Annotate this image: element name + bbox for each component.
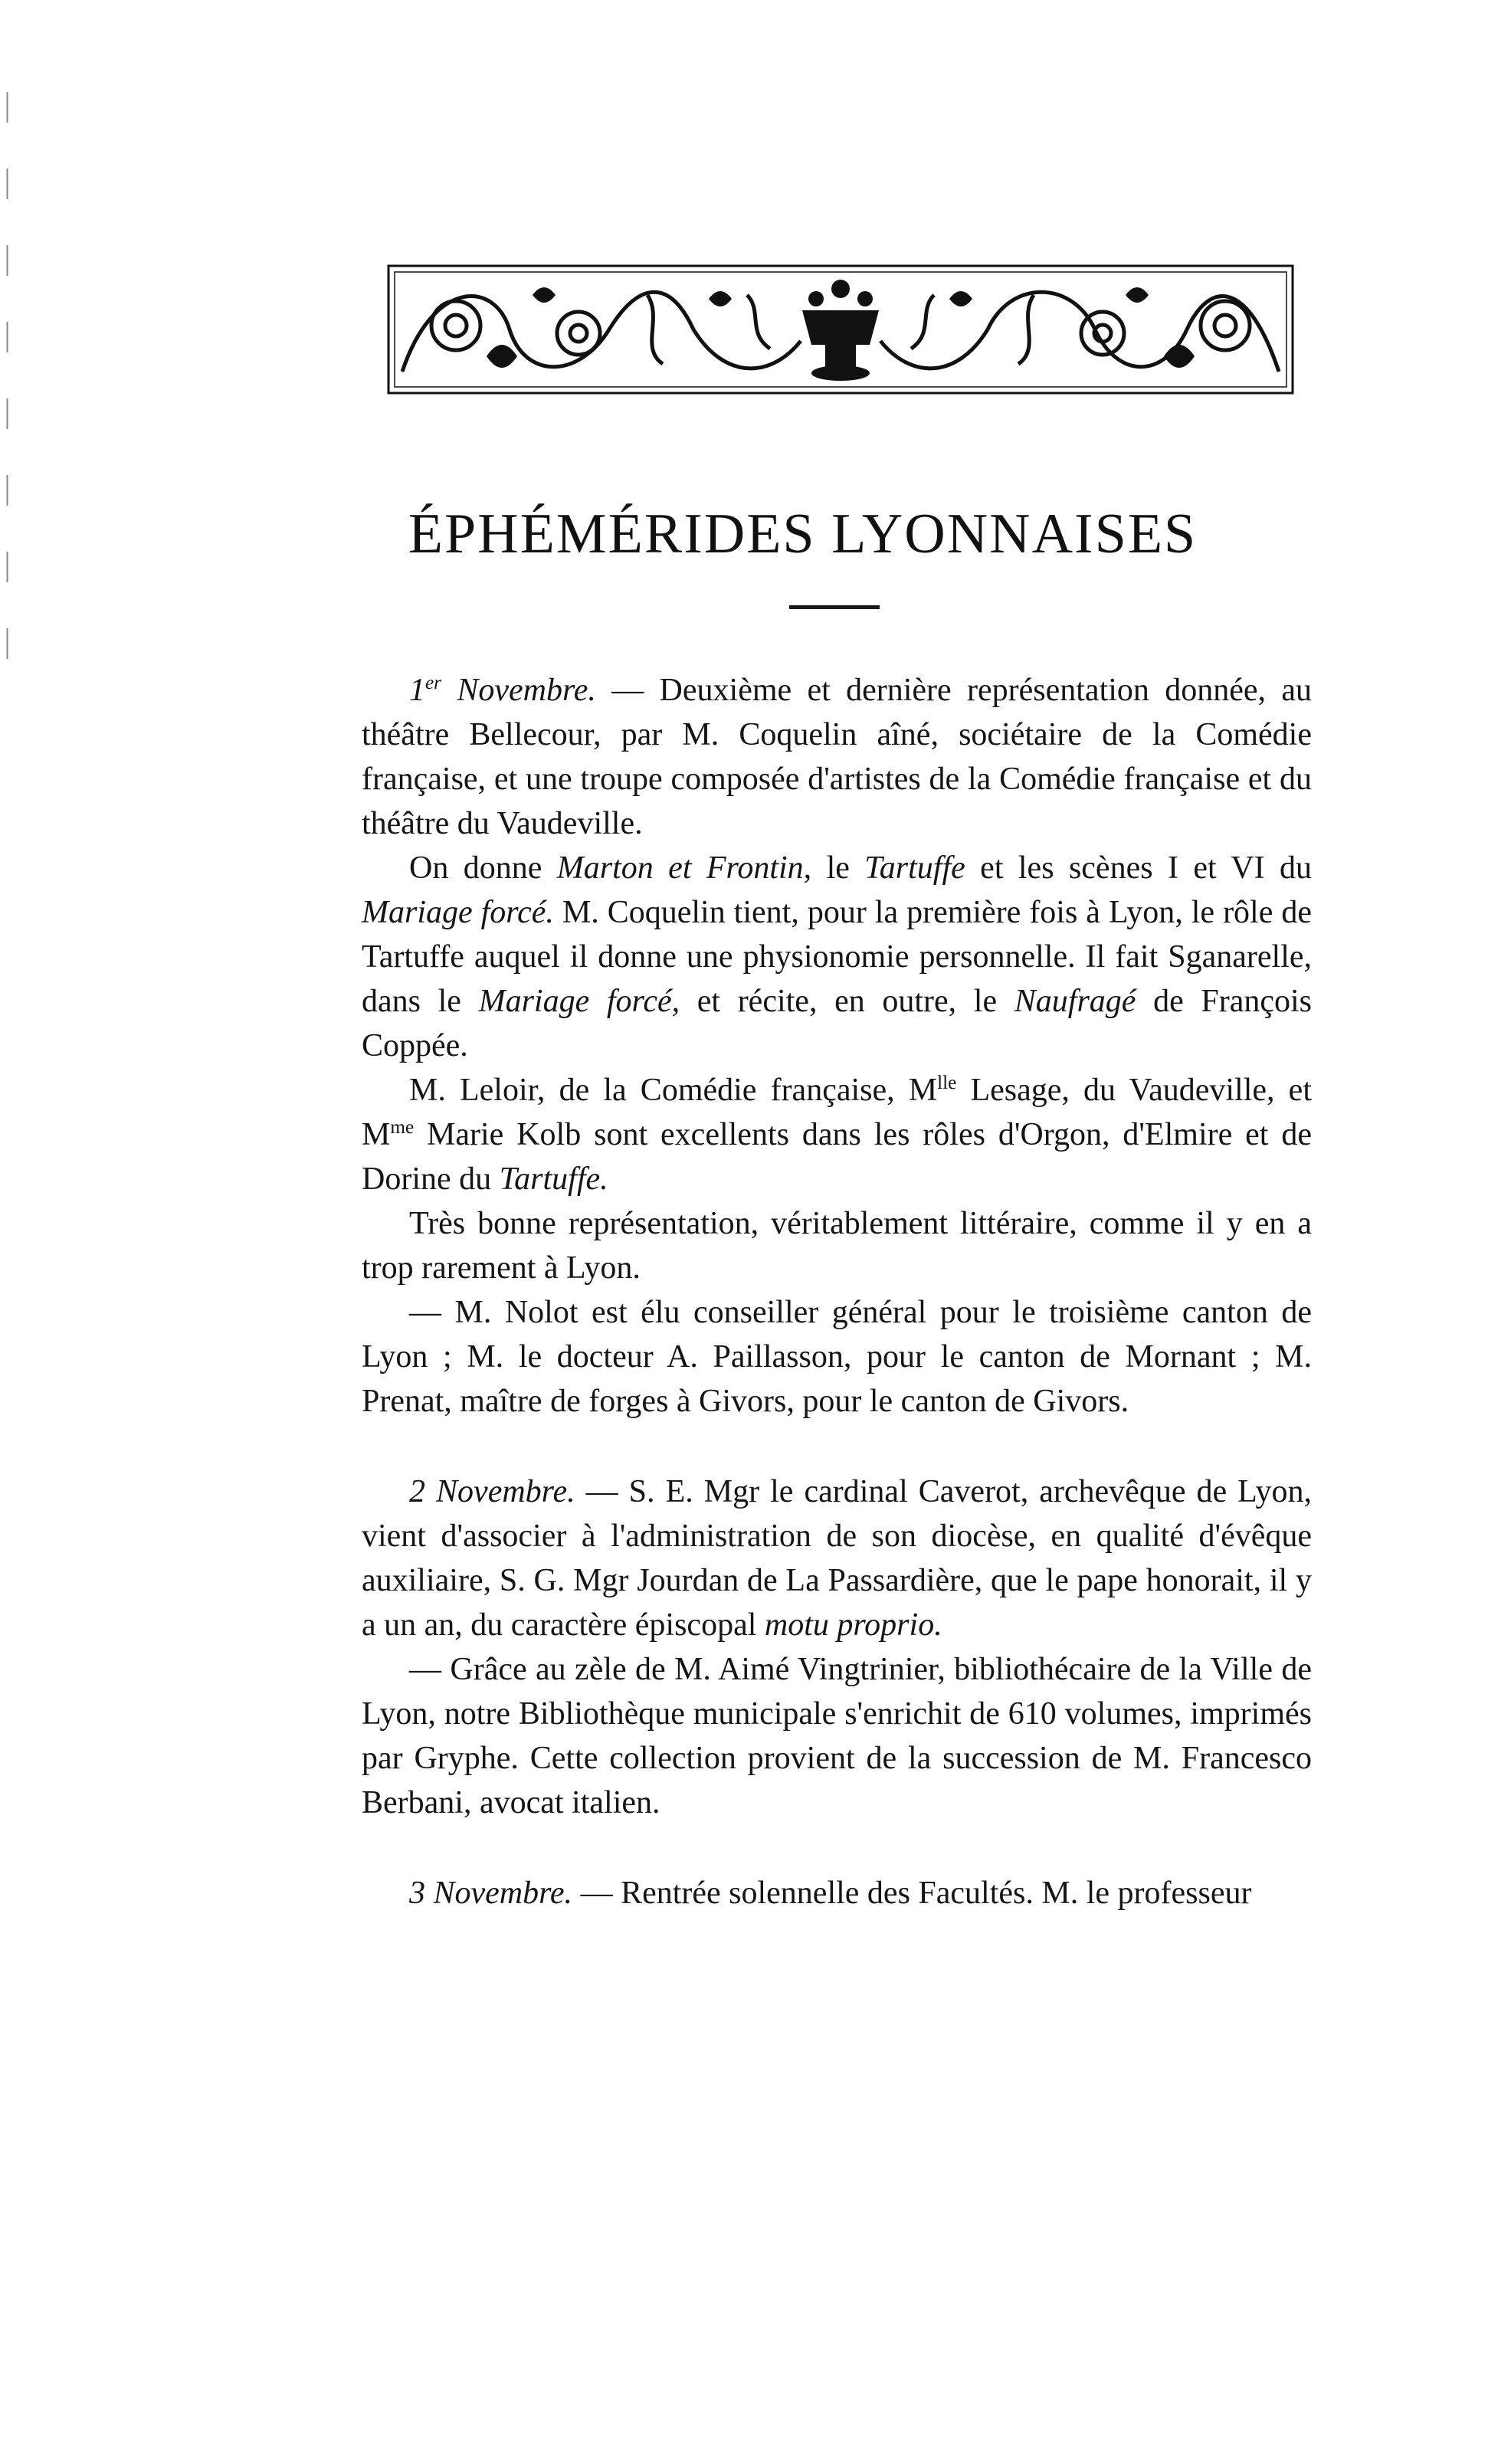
text-run: On donne [409,850,557,886]
text-run: — S. E. Mgr le cardinal Caverot, archevêque de Lyon, vient d'associer à l'administration de son diocèse, en qualité d'évêque auxiliaire, S. G. Mgr Jourdan de La Passardière, que le pape honorait, il y a un an, du caractère épiscopal [362,1474,1313,1643]
entry-paragraph [362,668,1312,846]
date-month: Novembre. [436,1474,575,1509]
entry-paragraph: — M. Nolot est élu conseiller général pour le troisième canton de Lyon ; M. le docteur A. Paillasson, pour le canton de Mornant ; M. Prenat, maître de forges à Givors, pour le canton de Givors. [362,1295,1312,1419]
entry-nov-1 [362,668,1312,1424]
entry-paragraph: — Grâce au zèle de M. Aimé Vingtrinier, bibliothécaire de la Ville de Lyon, notre Bibliothèque municipale s'enrichit de 610 volumes, imprimés par Gryphe. Cette collection provient de la succession de M. Francesco Berbani, avocat italien. [362,1652,1312,1820]
entry-paragraph: Très bonne représentation, véritablement littéraire, comme il y en a trop rarement à Lyon. [362,1206,1312,1286]
date-suffix: er [425,673,441,693]
text-run: Marie Kolb sont excellents dans les rôles d'Orgon, d'Elmire et de Dorine du [362,1117,1312,1197]
date-number: 2 [409,1474,425,1509]
text-run: M. Leloir, de la Comédie française, M [409,1073,938,1108]
work-title: Naufragé [1014,984,1136,1019]
work-title: Tartuffe. [499,1162,608,1197]
title-abbrev: me [390,1117,415,1138]
latin-phrase: motu proprio. [764,1607,942,1643]
work-title: Marton et Frontin, [556,850,812,886]
date-month: Novembre. [433,1876,573,1911]
paragraph-text: — Deuxième et dernière représentation donnée, au théâtre Bellecour, par M. Coquelin aîné, sociétaire de la Comédie française, et une troupe composée d'artistes de la Comédie française et du théâtre du Vaudeville. [362,673,1313,841]
scan-edge-marks [6,0,8,690]
entry-paragraph [362,1470,1312,1647]
floral-scroll-ornament-icon [387,264,1294,395]
text-run: de François Coppée. [362,984,1312,1063]
page-title: ÉPHÉMÉRIDES LYONNAISES [408,503,1198,565]
text-run: — Rentrée solennelle des Facultés. M. le professeur [572,1876,1252,1911]
date-number: 1er [409,673,441,708]
entry-date [409,1474,575,1509]
text-run: et récite, en outre, le [680,984,1014,1019]
title-divider [789,605,880,609]
entry-paragraph [362,1871,1312,1915]
date-month: Novembre. [457,673,596,708]
title-abbrev: lle [937,1073,957,1093]
work-title: Tartuffe [864,850,965,886]
entry-nov-2 [362,1470,1312,1825]
text-run: et les scènes I et VI du [965,850,1313,886]
text-run: M. Coquelin tient, pour la première fois à Lyon, le rôle de Tartuffe auquel il donne une physionomie personnelle. Il fait Sganarelle, dans le [362,895,1312,1019]
text-run: le [811,850,865,886]
document-body [362,668,1312,1915]
work-title: Mariage forcé. [362,895,554,930]
entry-date [409,673,596,708]
work-title: Mariage forcé, [478,984,680,1019]
date-number: 3 [409,1876,425,1911]
entry-date [409,1876,572,1911]
entry-nov-3 [362,1871,1312,1915]
entry-paragraph [362,1068,1312,1201]
entry-paragraph [362,846,1312,1068]
text-run: Lesage, du Vaudeville, et M [362,1073,1312,1152]
